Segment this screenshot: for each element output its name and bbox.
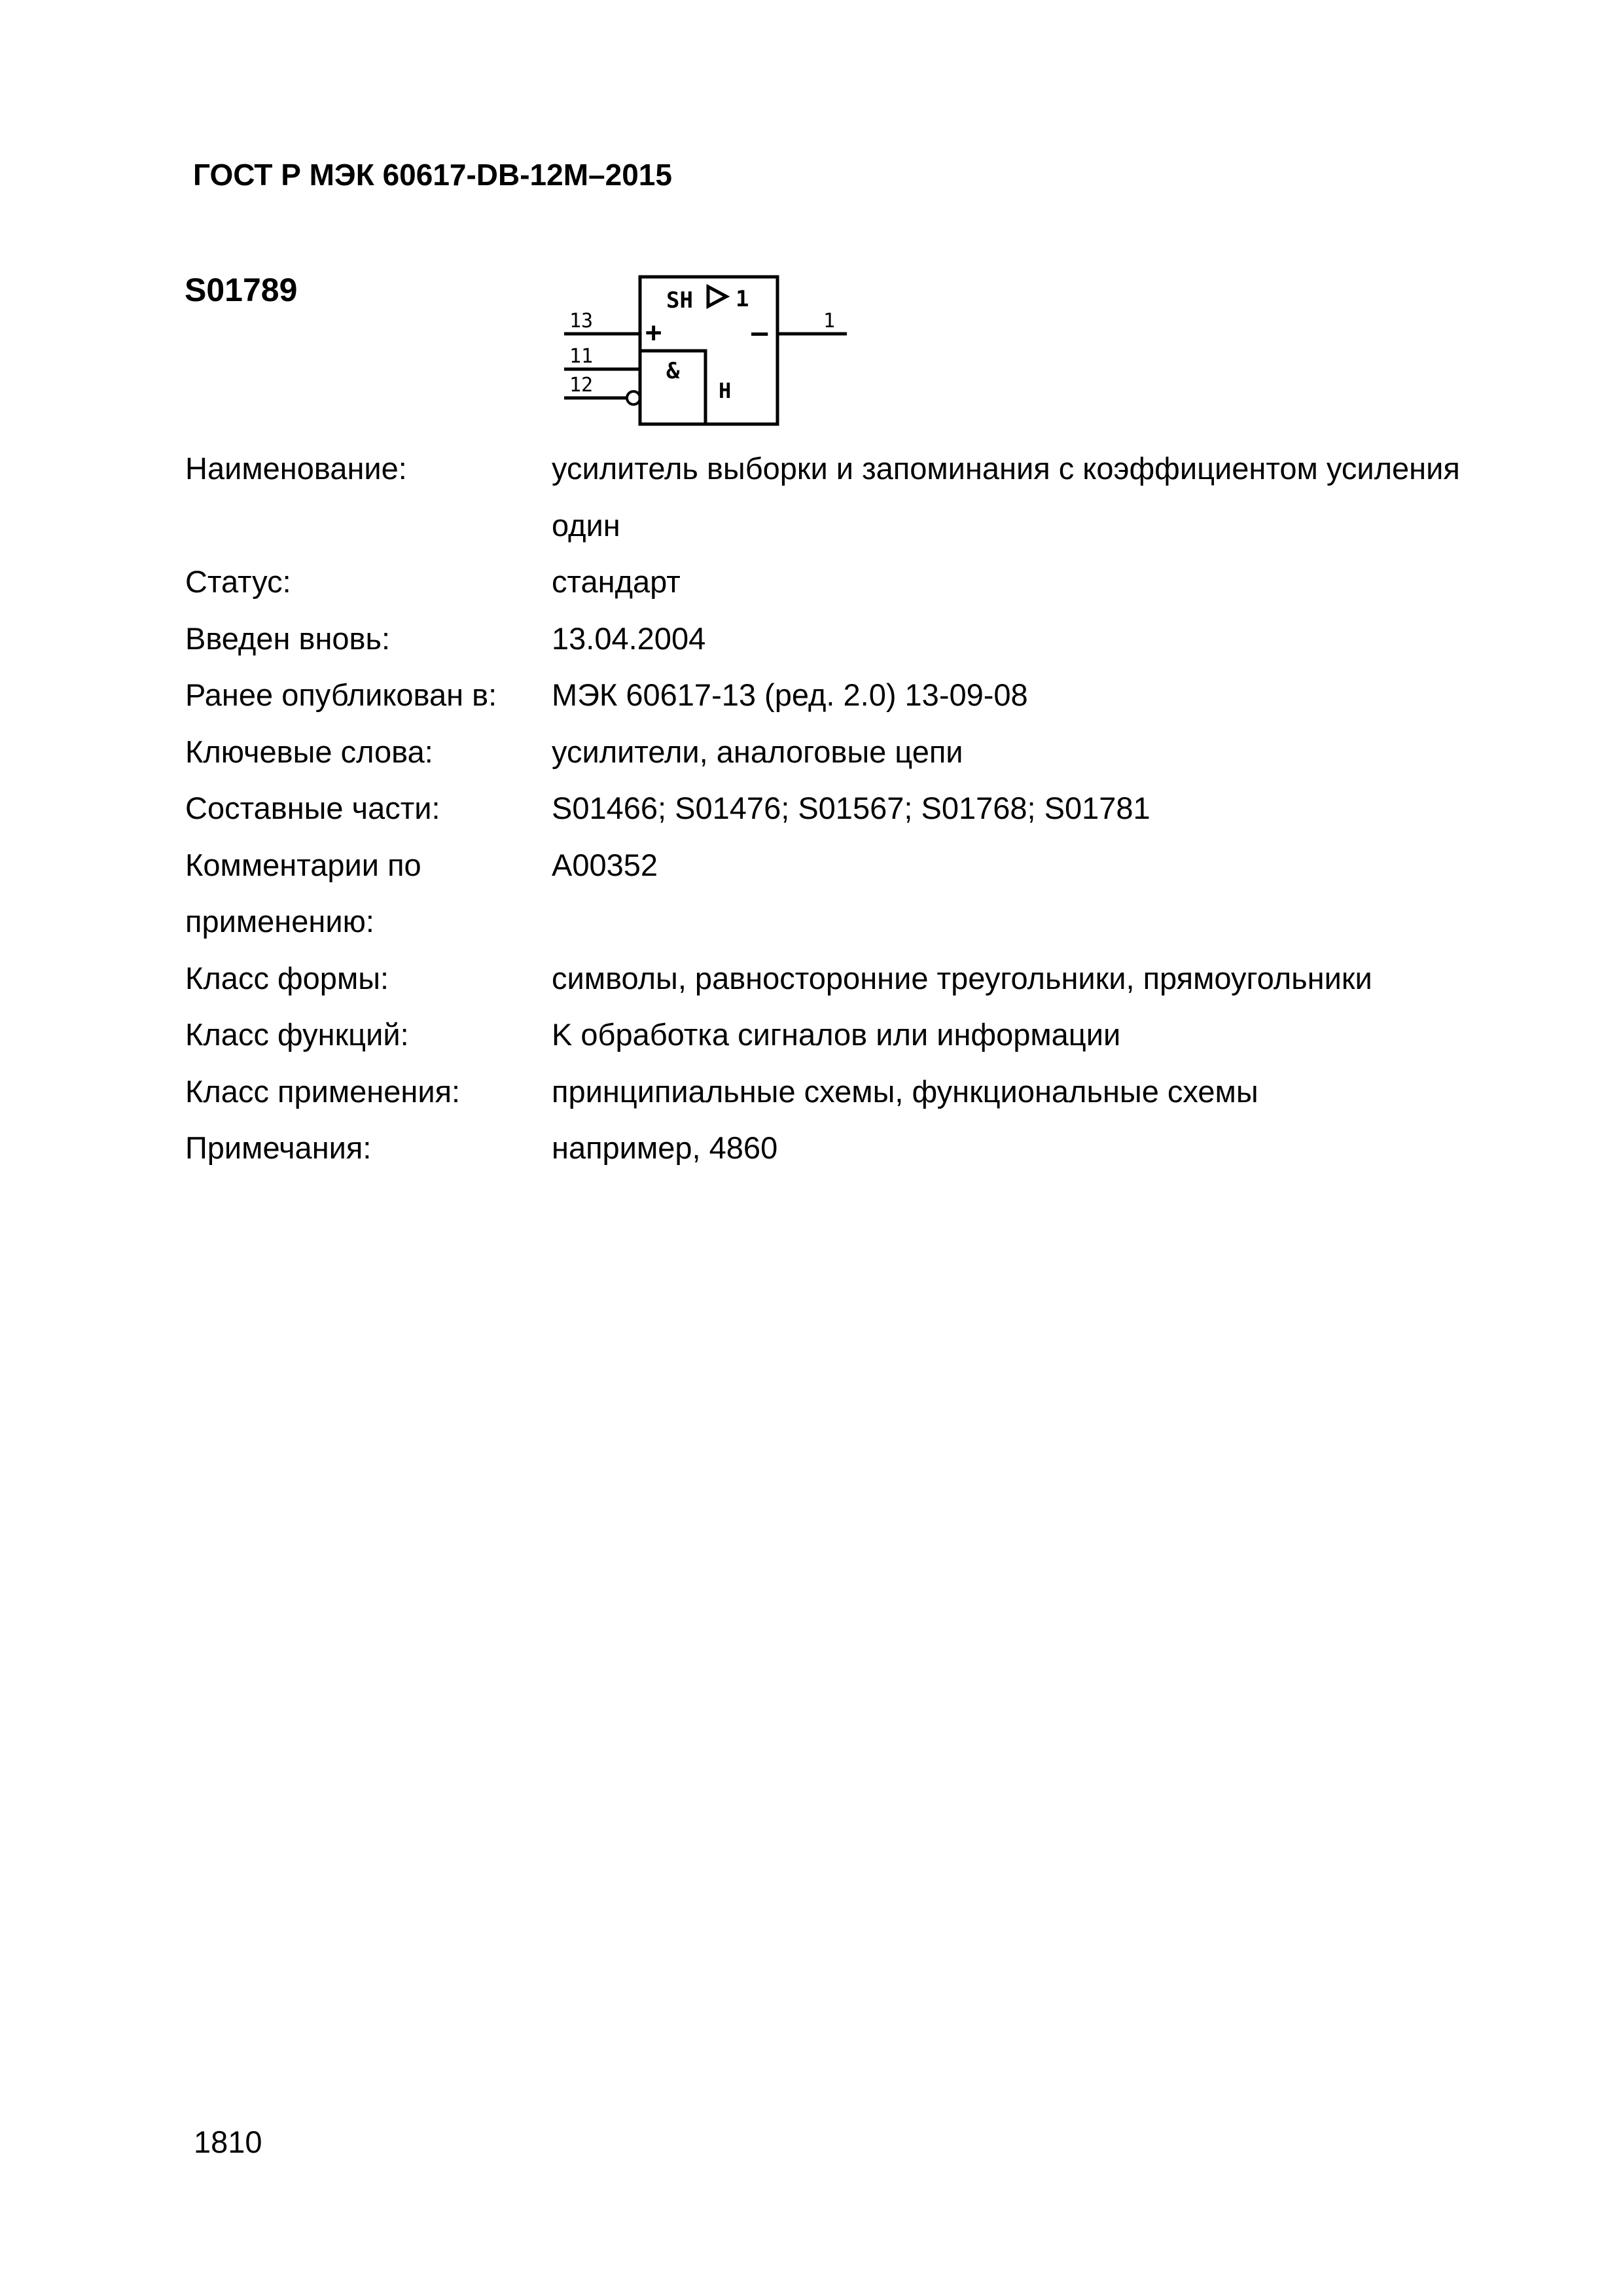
pin-label-12: 12	[569, 374, 594, 397]
property-value: например, 4860	[552, 1130, 778, 1165]
property-value: A00352	[552, 847, 658, 882]
property-row	[185, 950, 1461, 1007]
property-value: усилители, аналоговые цепи	[552, 734, 963, 769]
property-label: Класс функций:	[185, 1017, 409, 1052]
property-label: Класс формы:	[185, 960, 389, 996]
property-value: МЭК 60617-13 (ред. 2.0) 13-09-08	[552, 677, 1028, 712]
property-label: Наименование:	[185, 451, 407, 486]
properties-list	[185, 440, 1461, 1177]
property-row	[185, 1064, 1461, 1121]
document-header: ГОСТ Р МЭК 60617-DB-12M–2015	[193, 158, 672, 192]
pin-label-11: 11	[569, 345, 594, 368]
property-row	[185, 1007, 1461, 1064]
property-label: Статус:	[185, 564, 291, 599]
pin-label-13: 13	[569, 310, 594, 332]
symbol-code: S01789	[185, 272, 298, 308]
property-label: Составные части:	[185, 791, 440, 825]
property-row	[185, 724, 1461, 781]
plus-sign: +	[645, 316, 662, 348]
minus-sign: –	[751, 316, 768, 348]
property-value: символы, равносторонние треугольники, прямоугольники	[552, 960, 1372, 996]
property-row	[185, 611, 1461, 668]
property-label: Ранее опубликован в:	[185, 677, 497, 712]
property-row	[185, 837, 1461, 950]
property-row	[185, 780, 1461, 837]
property-label: Ключевые слова:	[185, 734, 433, 769]
property-label: Комментарии по применению:	[185, 847, 421, 939]
property-value: усилитель выборки и запоминания с коэффициентом усиления один	[552, 451, 1460, 543]
negation-circle-icon	[627, 391, 640, 404]
and-label: &	[666, 358, 680, 384]
property-value: стандарт	[552, 564, 681, 599]
page-number: 1810	[194, 2125, 262, 2159]
property-value: принципиальные схемы, функциональные схемы	[552, 1073, 1258, 1109]
property-row	[185, 1120, 1461, 1177]
hold-label: H	[719, 378, 732, 403]
gain-label: 1	[736, 286, 749, 312]
qualifier-label: SH	[666, 287, 693, 314]
property-value: S01466; S01476; S01567; S01768; S01781	[552, 791, 1150, 825]
amplifier-triangle-icon	[708, 287, 726, 306]
property-row	[185, 667, 1461, 724]
amplifier-symbol-figure	[563, 274, 851, 431]
property-value: 13.04.2004	[552, 620, 706, 656]
property-label: Введен вновь:	[185, 620, 391, 656]
property-row	[185, 554, 1461, 611]
pin-label-1: 1	[823, 310, 836, 332]
property-value: K обработка сигналов или информации	[552, 1017, 1121, 1052]
property-label: Примечания:	[185, 1130, 372, 1165]
property-row	[185, 440, 1461, 554]
property-label: Класс применения:	[185, 1073, 461, 1109]
